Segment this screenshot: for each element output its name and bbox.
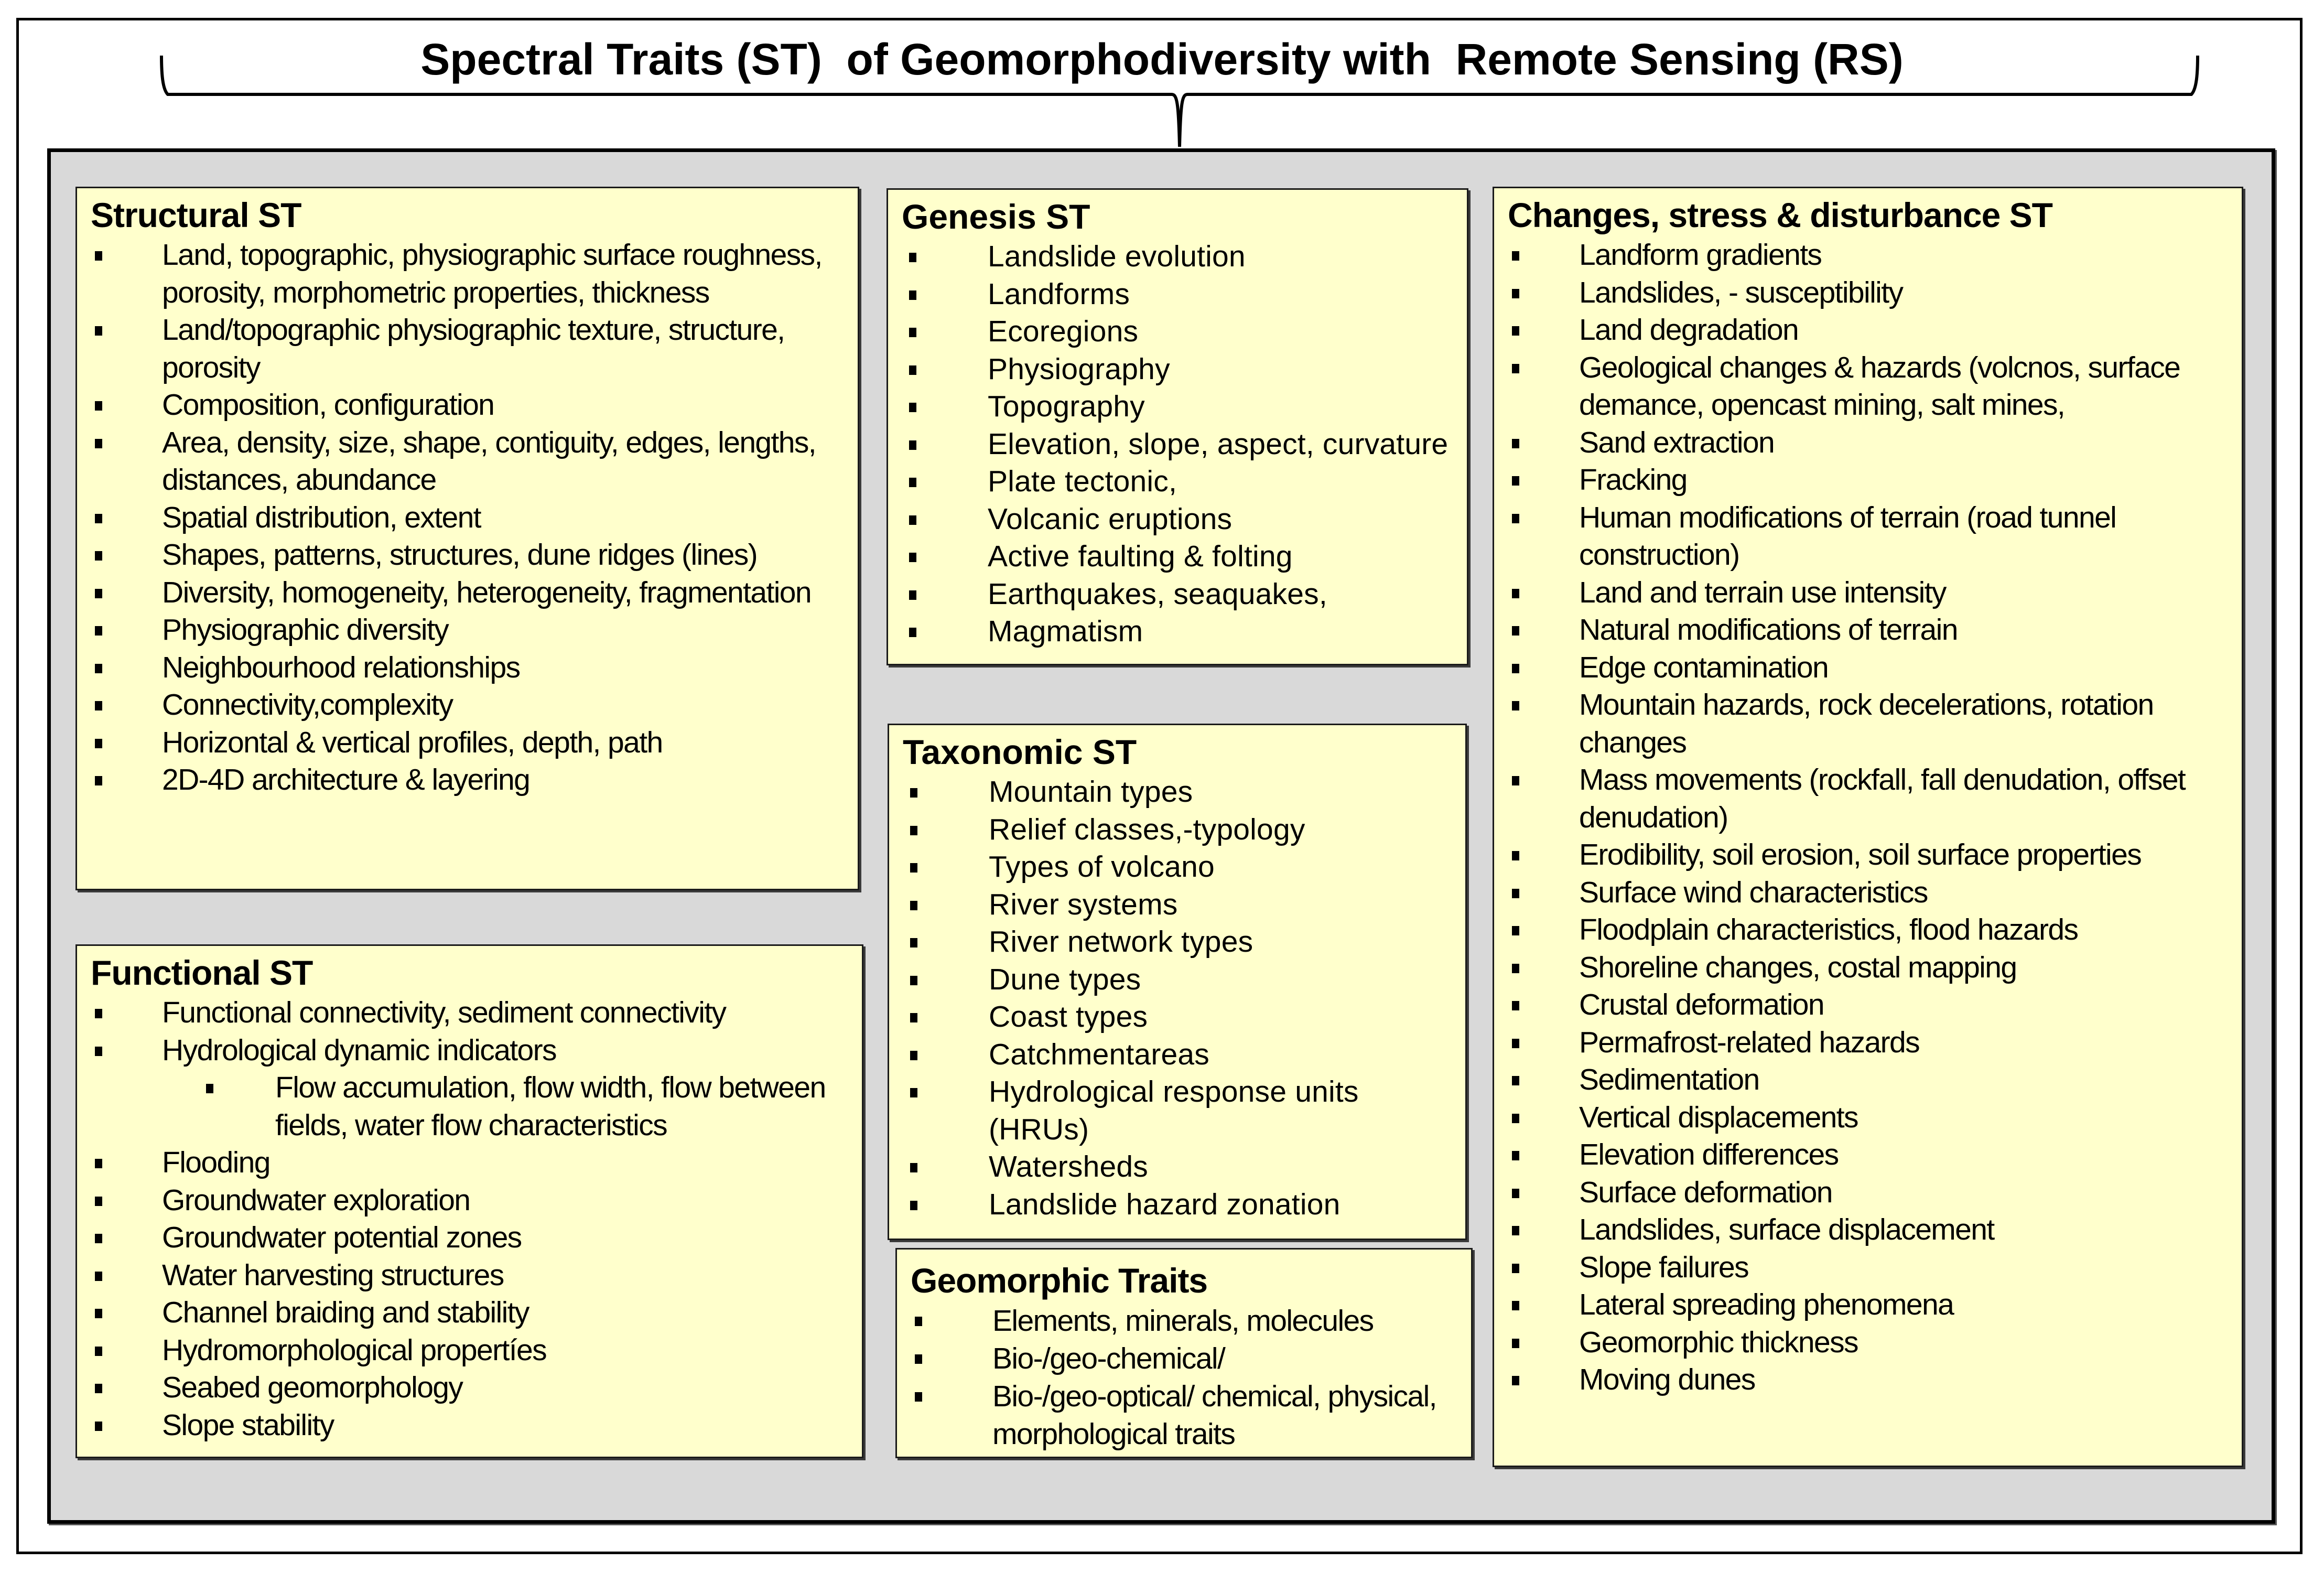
square-bullet-icon — [95, 551, 102, 561]
functional-st-title: Functional ST — [91, 953, 313, 992]
square-bullet-icon — [909, 590, 916, 600]
list-item: Relief classes,-typology — [903, 811, 1465, 849]
square-bullet-icon — [95, 589, 102, 598]
curly-brace-connector — [157, 52, 2202, 147]
list-item: Earthquakes, seaquakes, — [902, 576, 1467, 613]
square-bullet-icon — [1512, 364, 1519, 373]
square-bullet-icon — [95, 626, 102, 636]
square-bullet-icon — [909, 515, 916, 525]
square-bullet-icon — [1512, 1339, 1519, 1348]
list-item: Floodplain characteristics, flood hazards — [1508, 911, 2242, 949]
geomorphic-traits-box — [895, 1248, 1473, 1458]
list-item: Landslide hazard zonation — [903, 1186, 1465, 1224]
square-bullet-icon — [1512, 439, 1519, 448]
square-bullet-icon — [95, 1272, 102, 1281]
list-item: Water harvesting structures — [91, 1257, 862, 1295]
list-item: Landslides, - susceptibility — [1508, 274, 2242, 312]
list-item: Crustal deformation — [1508, 986, 2242, 1024]
list-item: Surface deformation — [1508, 1174, 2242, 1212]
square-bullet-icon — [95, 1422, 102, 1431]
list-item: Land/topographic physiographic texture, structure, porosity — [91, 311, 858, 386]
diagram-title: Spectral Traits (ST) of Geomorphodiversity with Remote Sensing (RS) — [420, 35, 1904, 84]
list-item: Elements, minerals, molecules — [911, 1302, 1471, 1340]
square-bullet-icon — [909, 290, 916, 300]
square-bullet-icon — [1512, 889, 1519, 898]
list-item: Mountain hazards, rock decelerations, rotation changes — [1508, 686, 2242, 761]
square-bullet-icon — [909, 253, 916, 262]
square-bullet-icon — [1512, 701, 1519, 710]
square-bullet-icon — [915, 1317, 922, 1326]
list-item: Spatial distribution, extent — [91, 499, 858, 537]
list-item: Geological changes & hazards (volcnos, surface demance, opencast mining, salt mines, — [1508, 349, 2242, 424]
list-item: Land degradation — [1508, 311, 2242, 349]
list-item: Shoreline changes, costal mapping — [1508, 949, 2242, 987]
list-item: Human modifications of terrain (road tunnel construction) — [1508, 499, 2242, 574]
square-bullet-icon — [1512, 1189, 1519, 1198]
geomorphic-traits-title: Geomorphic Traits — [911, 1261, 1208, 1300]
list-item: Catchmentareas — [903, 1036, 1465, 1074]
square-bullet-icon — [910, 1088, 917, 1097]
square-bullet-icon — [206, 1084, 213, 1093]
list-item: River network types — [903, 923, 1465, 961]
list-item: Physiography — [902, 351, 1467, 389]
list-item: Coast types — [903, 998, 1465, 1036]
list-item: Seabed geomorphology — [91, 1369, 862, 1407]
list-item: Channel braiding and stability — [91, 1294, 862, 1332]
list-item: Edge contamination — [1508, 649, 2242, 687]
sub-list-item: Flow accumulation, flow width, flow between fields, water flow characteristics — [91, 1069, 862, 1144]
genesis-st-box — [887, 188, 1468, 665]
square-bullet-icon — [1512, 1001, 1519, 1010]
square-bullet-icon — [1512, 851, 1519, 860]
square-bullet-icon — [1512, 1301, 1519, 1310]
square-bullet-icon — [95, 439, 102, 448]
list-item: Moving dunes — [1508, 1361, 2242, 1399]
list-item: Types of volcano — [903, 848, 1465, 886]
list-item: Land and terrain use intensity — [1508, 574, 2242, 612]
list-item: Diversity, homogeneity, heterogeneity, fragmentation — [91, 574, 858, 612]
square-bullet-icon — [910, 1051, 917, 1060]
list-item: Ecoregions — [902, 313, 1467, 351]
square-bullet-icon — [1512, 1376, 1519, 1385]
square-bullet-icon — [95, 776, 102, 785]
changes-st-title: Changes, stress & disturbance ST — [1508, 196, 2052, 234]
square-bullet-icon — [1512, 964, 1519, 973]
list-item: Hydromorphological propertíes — [91, 1332, 862, 1370]
list-item: Area, density, size, shape, contiguity, edges, lengths, distances, abundance — [91, 424, 858, 499]
square-bullet-icon — [1512, 664, 1519, 673]
square-bullet-icon — [909, 478, 916, 487]
structural-st-title: Structural ST — [91, 196, 301, 234]
square-bullet-icon — [1512, 776, 1519, 785]
square-bullet-icon — [95, 1047, 102, 1056]
genesis-st-title: Genesis ST — [902, 197, 1090, 236]
square-bullet-icon — [95, 1159, 102, 1168]
list-item: Surface wind characteristics — [1508, 874, 2242, 912]
square-bullet-icon — [95, 1347, 102, 1356]
list-item: Vertical displacements — [1508, 1099, 2242, 1137]
square-bullet-icon — [910, 826, 917, 835]
square-bullet-icon — [910, 901, 917, 910]
list-item: Physiographic diversity — [91, 611, 858, 649]
square-bullet-icon — [1512, 1039, 1519, 1048]
list-item: 2D-4D architecture & layering — [91, 761, 858, 799]
square-bullet-icon — [915, 1392, 922, 1402]
square-bullet-icon — [1512, 514, 1519, 523]
square-bullet-icon — [95, 664, 102, 673]
square-bullet-icon — [910, 1013, 917, 1022]
list-item: Landslides, surface displacement — [1508, 1211, 2242, 1249]
list-item: Mass movements (rockfall, fall denudation, offset denudation) — [1508, 761, 2242, 836]
square-bullet-icon — [910, 788, 917, 798]
changes-stress-disturbance-st-box — [1493, 187, 2243, 1467]
list-item: Hydrological response units (HRUs) — [903, 1073, 1465, 1148]
square-bullet-icon — [909, 440, 916, 450]
square-bullet-icon — [95, 1009, 102, 1018]
list-item: Geomorphic thickness — [1508, 1324, 2242, 1362]
square-bullet-icon — [95, 514, 102, 523]
square-bullet-icon — [1512, 1226, 1519, 1235]
square-bullet-icon — [1512, 251, 1519, 261]
square-bullet-icon — [95, 701, 102, 710]
square-bullet-icon — [909, 628, 916, 637]
square-bullet-icon — [1512, 1076, 1519, 1085]
square-bullet-icon — [910, 863, 917, 873]
list-item: Composition, configuration — [91, 386, 858, 424]
list-item: Dune types — [903, 961, 1465, 999]
list-item: Elevation differences — [1508, 1136, 2242, 1174]
square-bullet-icon — [910, 1163, 917, 1172]
square-bullet-icon — [1512, 326, 1519, 336]
list-item: Lateral spreading phenomena — [1508, 1286, 2242, 1324]
list-item: Permafrost-related hazards — [1508, 1024, 2242, 1062]
square-bullet-icon — [910, 938, 917, 947]
square-bullet-icon — [1512, 1151, 1519, 1160]
list-item: Shapes, patterns, structures, dune ridges (lines) — [91, 536, 858, 574]
square-bullet-icon — [1512, 289, 1519, 298]
taxonomic-st-title: Taxonomic ST — [903, 733, 1137, 771]
list-item: Elevation, slope, aspect, curvature — [902, 426, 1467, 464]
square-bullet-icon — [95, 326, 102, 336]
list-item: Slope failures — [1508, 1249, 2242, 1287]
list-item: Topography — [902, 388, 1467, 426]
list-item: Watersheds — [903, 1148, 1465, 1186]
list-item: Functional connectivity, sediment connectivity — [91, 994, 862, 1032]
square-bullet-icon — [95, 251, 102, 261]
list-item: River systems — [903, 886, 1465, 924]
list-item: Connectivity,complexity — [91, 686, 858, 724]
square-bullet-icon — [95, 739, 102, 748]
square-bullet-icon — [95, 1234, 102, 1243]
list-item: Bio-/geo-optical/ chemical, physical, morphological traits — [911, 1377, 1471, 1453]
list-item: Landforms — [902, 276, 1467, 314]
square-bullet-icon — [915, 1354, 922, 1364]
square-bullet-icon — [909, 403, 916, 412]
list-item: Land, topographic, physiographic surface roughness, porosity, morphometric properties, thickness — [91, 236, 858, 311]
list-item: Erodibility, soil erosion, soil surface properties — [1508, 836, 2242, 874]
list-item: Groundwater potential zones — [91, 1219, 862, 1257]
list-item: Magmatism — [902, 613, 1467, 651]
list-item: Bio-/geo-chemical/ — [911, 1340, 1471, 1377]
square-bullet-icon — [909, 328, 916, 337]
list-item: Volcanic eruptions — [902, 501, 1467, 539]
square-bullet-icon — [910, 976, 917, 985]
list-item: Mountain types — [903, 773, 1465, 811]
list-item: Landslide evolution — [902, 238, 1467, 276]
list-item: Active faulting & folting — [902, 538, 1467, 576]
list-item: Fracking — [1508, 461, 2242, 499]
list-item: Sedimentation — [1508, 1061, 2242, 1099]
square-bullet-icon — [95, 1384, 102, 1393]
list-item: Hydrological dynamic indicators — [91, 1032, 862, 1070]
square-bullet-icon — [95, 401, 102, 411]
structural-st-box — [75, 187, 859, 890]
square-bullet-icon — [1512, 589, 1519, 598]
list-item: Flooding — [91, 1144, 862, 1182]
square-bullet-icon — [909, 553, 916, 562]
taxonomic-st-box — [888, 724, 1467, 1240]
list-item: Landform gradients — [1508, 236, 2242, 274]
list-item: Groundwater exploration — [91, 1182, 862, 1220]
square-bullet-icon — [95, 1197, 102, 1206]
square-bullet-icon — [1512, 1264, 1519, 1273]
list-item: Plate tectonic, — [902, 463, 1467, 501]
square-bullet-icon — [1512, 626, 1519, 636]
functional-st-box — [75, 944, 863, 1458]
square-bullet-icon — [1512, 476, 1519, 486]
list-item: Sand extraction — [1508, 424, 2242, 462]
square-bullet-icon — [1512, 1114, 1519, 1123]
list-item: Slope stability — [91, 1407, 862, 1445]
square-bullet-icon — [1512, 926, 1519, 935]
square-bullet-icon — [909, 365, 916, 375]
list-item: Natural modifications of terrain — [1508, 611, 2242, 649]
square-bullet-icon — [910, 1201, 917, 1210]
list-item: Horizontal & vertical profiles, depth, path — [91, 724, 858, 762]
square-bullet-icon — [95, 1309, 102, 1318]
list-item: Neighbourhood relationships — [91, 649, 858, 687]
